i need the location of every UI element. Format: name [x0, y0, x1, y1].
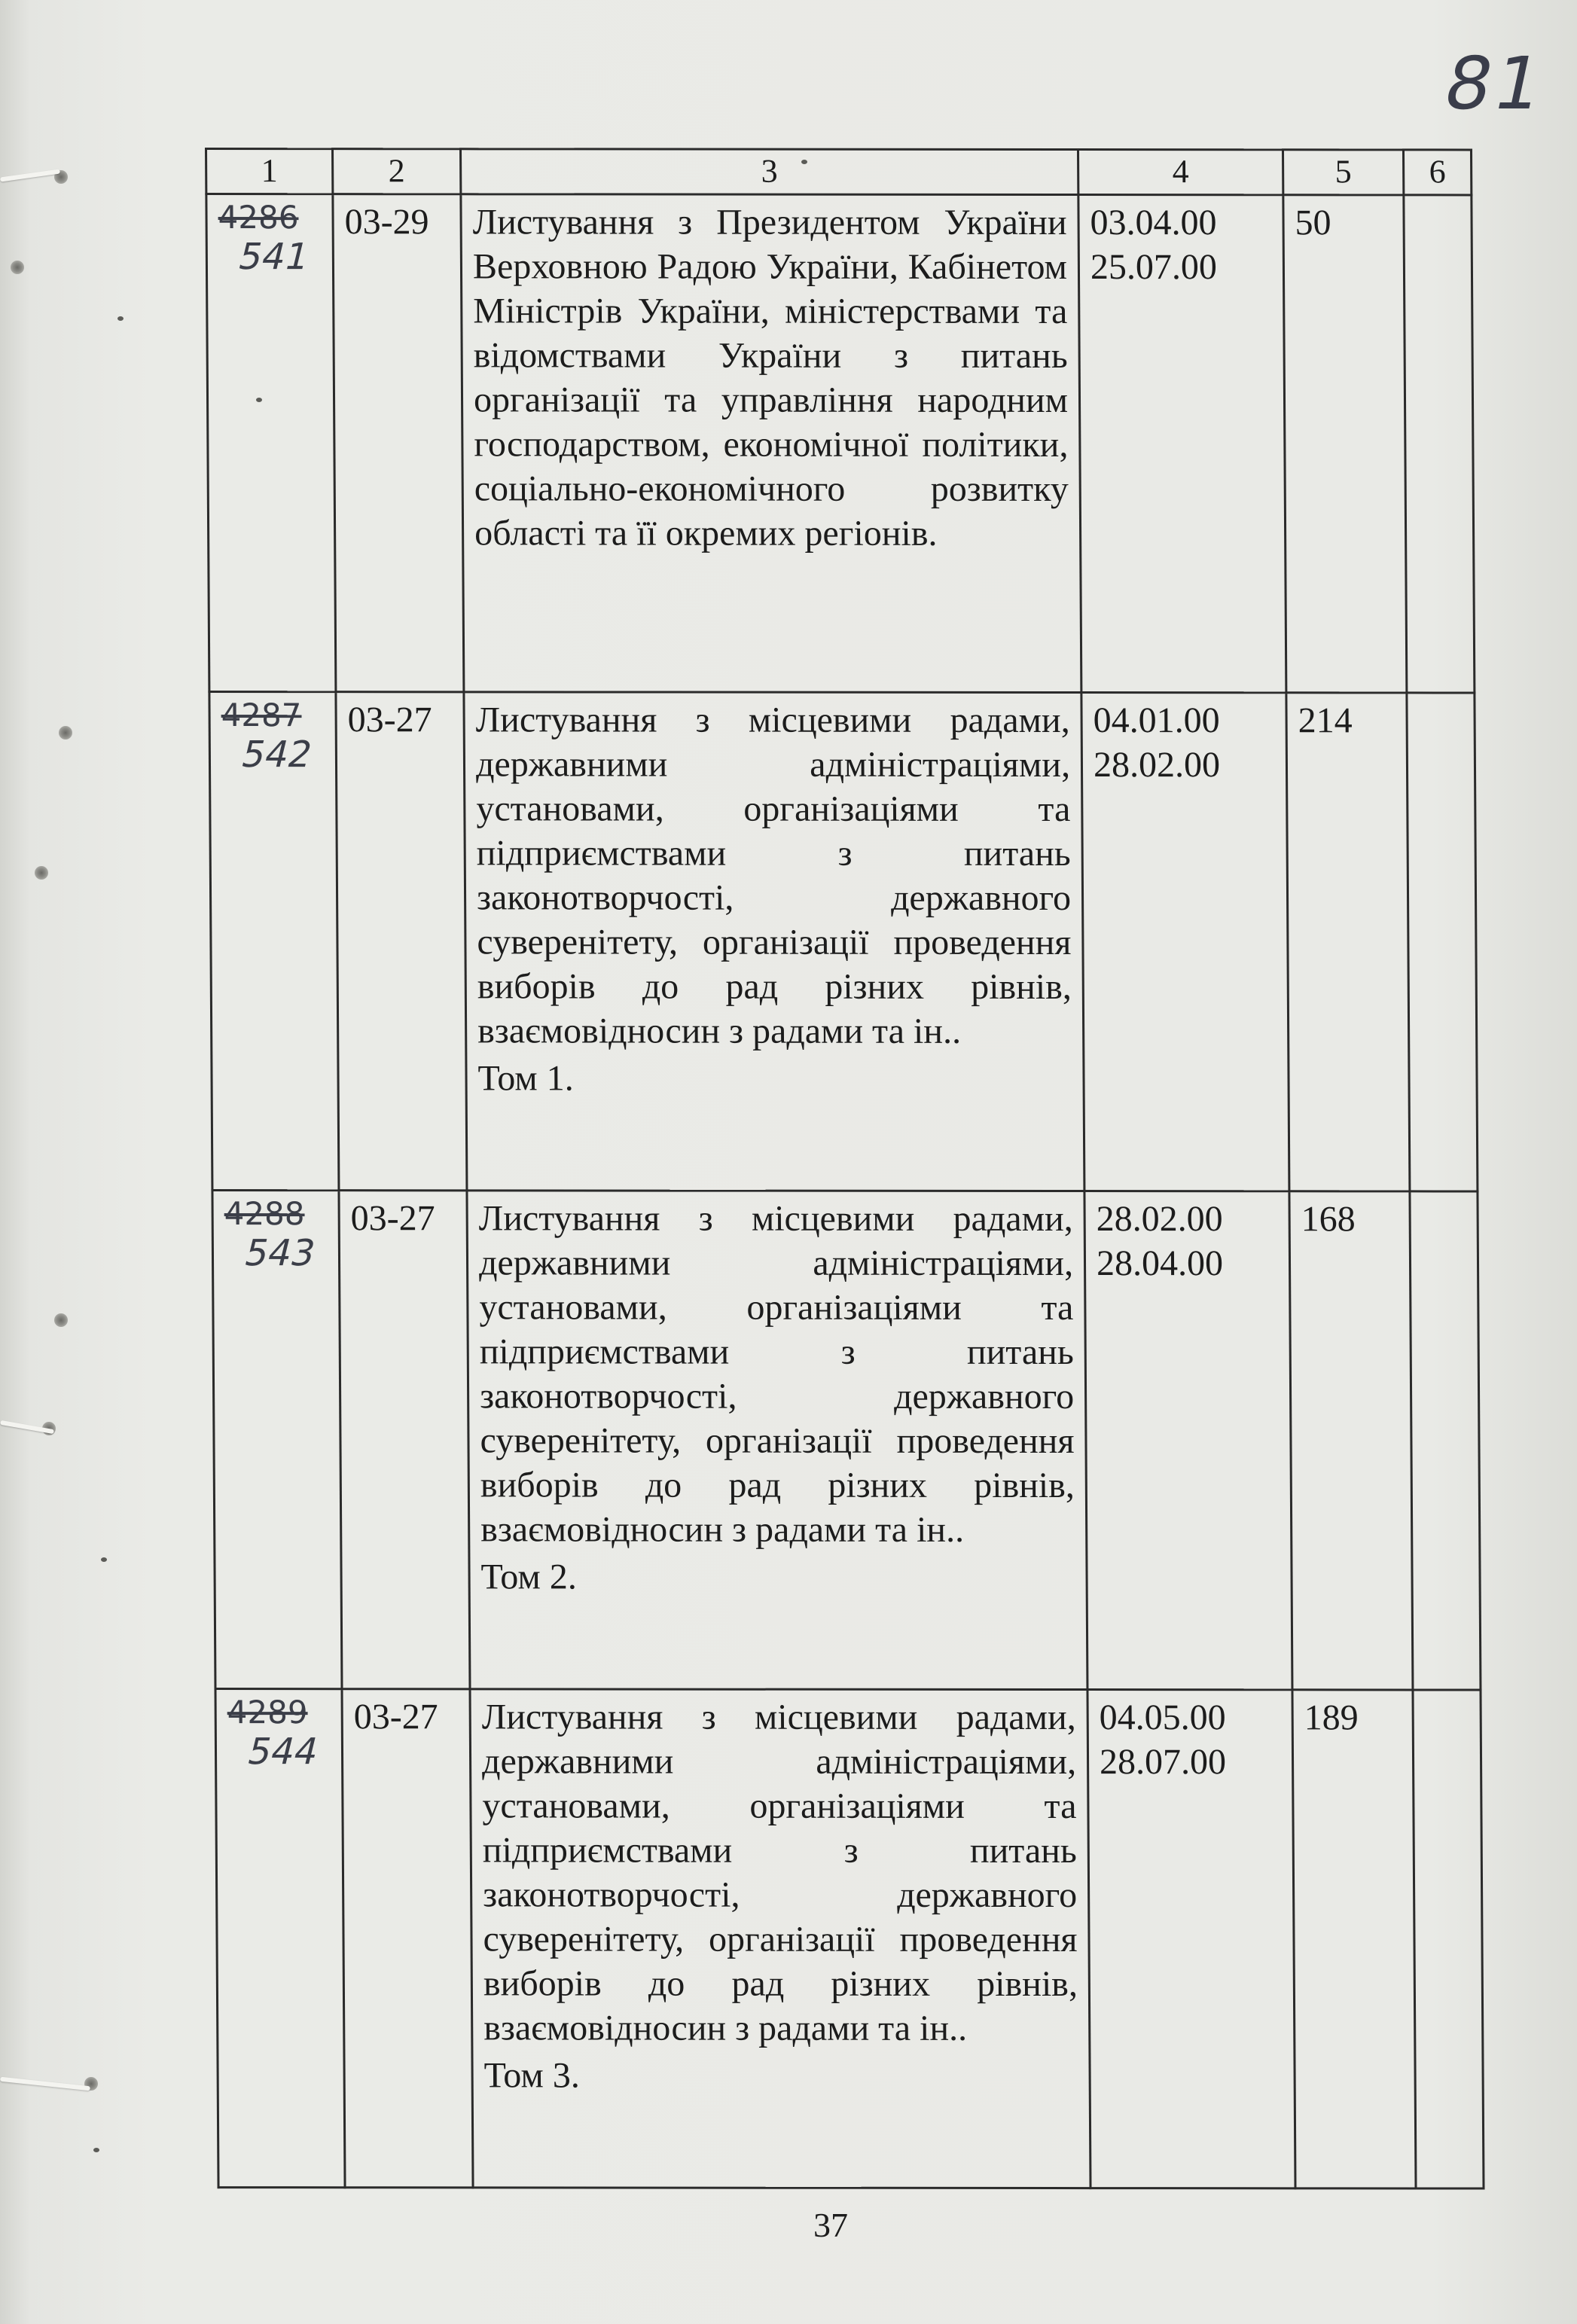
- old-file-number: 4286: [218, 198, 299, 236]
- column-header: 5: [1283, 150, 1403, 195]
- dates-cell: [1087, 1690, 1295, 2188]
- title-cell: [461, 194, 1081, 693]
- end-date: 28.07.00: [1099, 1742, 1227, 1783]
- index-cell: 03-27: [339, 1191, 470, 1689]
- binding-string: [0, 169, 60, 181]
- notes-cell: [1410, 1191, 1481, 1690]
- file-number-cell: [209, 692, 339, 1191]
- binding-hole: [54, 1313, 68, 1327]
- volume-label: Том 3.: [483, 2055, 580, 2096]
- old-file-number: 4289: [227, 1694, 308, 1731]
- volume-label: Том 1.: [477, 1058, 574, 1099]
- sheets-cell: 189: [1292, 1690, 1416, 2188]
- index-cell: 03-29: [333, 194, 464, 692]
- table-row: [215, 1689, 1484, 2188]
- table-row: [206, 194, 1475, 693]
- file-register-table: [205, 148, 1485, 2190]
- dates-cell: [1081, 693, 1289, 1191]
- new-file-number: 542: [237, 733, 317, 776]
- column-header: 3: [461, 149, 1078, 194]
- new-file-number: 543: [240, 1232, 320, 1275]
- column-header: 4: [1078, 150, 1283, 195]
- binding-hole: [35, 866, 48, 880]
- file-title: Листування з Президентом України Верховною Радою України, Кабінетом Міністрів України, міністерствами та відомствами України з питань організації та управління народним господарством, економічної політики, соціально-економічного розвитку області та її окремих регіонів.: [472, 201, 1069, 554]
- start-date: 28.02.00: [1096, 1199, 1223, 1240]
- old-file-number: 4288: [224, 1195, 305, 1233]
- file-title: Листування з місцевими радами, державними адміністраціями, установами, організаціями та підприємствами з питань законотворчості, державного суверенітету, організації проведення виборів до рад різних рівнів, взаємовідносин з радами та ін..: [478, 1198, 1075, 1551]
- start-date: 03.04.00: [1090, 202, 1217, 242]
- sheets-cell: 168: [1289, 1191, 1413, 1690]
- column-header: 1: [206, 149, 333, 194]
- column-header: 2: [333, 149, 461, 194]
- end-date: 28.04.00: [1096, 1243, 1224, 1284]
- binding-hole: [11, 261, 24, 274]
- file-number-cell: [212, 1191, 342, 1689]
- file-title: Листування з місцевими радами, державними адміністраціями, установами, організаціями та підприємствами з питань законотворчості, державного суверенітету, організації проведення виборів до рад різних рівнів, взаємовідносин з радами та ін..: [475, 700, 1072, 1052]
- notes-cell: [1404, 194, 1475, 693]
- file-title: Листування з місцевими радами, державними адміністраціями, установами, організаціями та підприємствами з питань законотворчості, державного суверенітету, організації проведення виборів до рад різних рівнів, взаємовідносин з радами та ін..: [481, 1697, 1078, 2049]
- index-cell: 03-27: [342, 1689, 473, 2188]
- sheets-cell: 214: [1286, 693, 1410, 1191]
- table-row: [212, 1191, 1481, 1690]
- table-row: [209, 692, 1478, 1191]
- index-cell: 03-27: [336, 692, 467, 1191]
- start-date: 04.05.00: [1099, 1697, 1226, 1738]
- end-date: 25.07.00: [1090, 246, 1218, 287]
- paper-speck: [117, 316, 124, 321]
- binding-hole: [59, 726, 72, 740]
- end-date: 28.02.00: [1093, 745, 1221, 785]
- new-file-number: 544: [243, 1731, 323, 1773]
- binding-string: [0, 2077, 90, 2091]
- notes-cell: [1407, 693, 1478, 1191]
- table-header-row: [206, 149, 1472, 195]
- notes-cell: [1413, 1690, 1484, 2188]
- title-cell: [464, 692, 1084, 1191]
- dates-cell: [1084, 1191, 1292, 1690]
- file-number-cell: [206, 194, 336, 692]
- paper-speck: [101, 1557, 107, 1562]
- start-date: 04.01.00: [1093, 700, 1220, 741]
- file-number-cell: [215, 1689, 345, 2188]
- title-cell: [467, 1191, 1087, 1690]
- old-file-number: 4287: [221, 697, 302, 734]
- archive-page-number: 81: [1437, 41, 1554, 126]
- title-cell: [470, 1689, 1090, 2188]
- dates-cell: [1078, 194, 1286, 693]
- page-number: 37: [813, 2206, 848, 2244]
- new-file-number: 541: [234, 235, 314, 278]
- column-header: 6: [1403, 150, 1471, 195]
- volume-label: Том 2.: [480, 1557, 577, 1597]
- paper-speck: [93, 2148, 99, 2152]
- sheets-cell: 50: [1283, 194, 1407, 693]
